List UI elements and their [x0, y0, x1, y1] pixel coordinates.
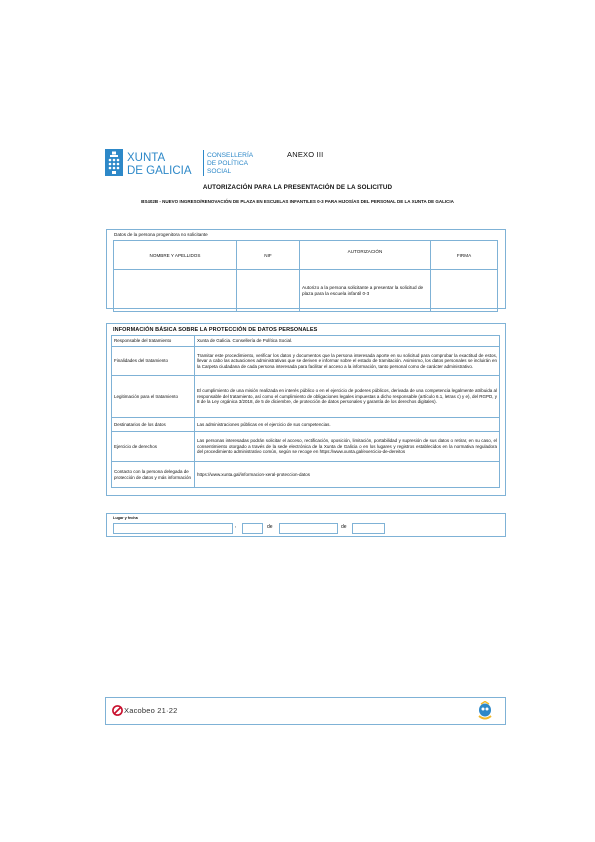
dp-value: Las personas interesadas podrán solicitar el acceso, rectificación, oposición, limitación, portabilidad y supresión de sus datos o retirar, en su caso, el consentimiento otorgado a través de la sede electrónica de la Xunta de Galicia o en los lugares y registros establecidos en la normativa reguladora del procedimiento administrativo común, según se recoge en https://www.xunta.gal/exercicio-de-dereitos	[195, 432, 500, 462]
annex-label: ANEXO III	[287, 150, 324, 159]
logo-brand-line1: XUNTA	[127, 152, 166, 164]
xacobeo-mascot-icon	[475, 701, 495, 721]
xunta-logo	[105, 148, 275, 180]
footer	[105, 697, 506, 725]
dp-label: Destinatarios de los datos	[112, 418, 195, 432]
dp-row-recipients	[112, 418, 500, 432]
logo-dept-line2: DE POLÍTICA	[207, 160, 249, 167]
dp-value: El cumplimiento de una misión realizada en interés público o en el ejercicio de poderes públicos, derivada de una competencia legalmente atribuida al responsable del tratamiento, así como el cumplimiento de obligaciones legales impuestas a dicho responsable (artículo 6.1, letras c) y e), del RGPD, y 8 de la Ley orgánica 3/2018, de 5 de diciembre, de protección de datos personales y garantía de los derechos digitales).	[195, 376, 500, 418]
date-separator-de: de	[341, 524, 347, 530]
dp-row-controller	[112, 336, 500, 347]
dp-value: Xunta de Galicia. Consellería de Política Social.	[195, 336, 500, 347]
date-separator-de: de	[267, 524, 273, 530]
dp-label: Finalidades del tratamiento	[112, 347, 195, 376]
logo-dept-line1: CONSELLERÍA	[207, 152, 254, 159]
data-protection-title: INFORMACIÓN BÁSICA SOBRE LA PROTECCIÓN DE DATOS PERSONALES	[113, 327, 318, 333]
dp-value: Tramitar este procedimiento, verificar los datos y documentos que la persona interesada aporte en su solicitud para comprobar la exactitud de estos, llevar a cabo las actuaciones administrativas que se deriven e informar sobre el estado de tramitación. Asimismo, los datos personales se incluirán en la Carpeta ciudadana de cada persona interesada para facilitar el acceso a la información, tanto personal como de carácter administrativo.	[195, 347, 500, 376]
logo-brand-line2: DE GALICIA	[127, 165, 192, 177]
guardian-signature-field[interactable]	[431, 270, 498, 312]
dp-label: Legitimación para el tratamiento	[112, 376, 195, 418]
day-input[interactable]	[242, 523, 263, 534]
column-header-nif: NIF	[237, 241, 300, 270]
dp-row-purposes	[112, 347, 500, 376]
xunta-emblem-icon	[105, 148, 275, 180]
dp-label: Responsable del tratamiento	[112, 336, 195, 347]
dp-label: Ejercicio de derechos	[112, 432, 195, 462]
column-header-authorization: AUTORIZACIÓN	[300, 241, 431, 270]
dp-row-rights	[112, 432, 500, 462]
guardian-section	[106, 229, 506, 309]
data-protection-table	[111, 335, 500, 488]
place-input[interactable]	[113, 523, 233, 534]
guardian-section-caption: Datos de la persona progenitora no solicitante	[114, 232, 208, 237]
guardian-name-field[interactable]	[114, 270, 237, 312]
document-title: AUTORIZACIÓN PARA LA PRESENTACIÓN DE LA SOLICITUD	[202, 184, 393, 191]
place-date-section	[106, 513, 506, 537]
dp-contact-link[interactable]: https://www.xunta.gal/informacion-xeral-proteccion-datos	[195, 462, 500, 488]
column-header-signature: FIRMA	[431, 241, 498, 270]
month-input[interactable]	[279, 523, 338, 534]
guardian-table-header	[114, 241, 498, 270]
dp-label: Contacto con la persona delegada de protección de datos y más información	[112, 462, 195, 488]
guardian-table	[113, 240, 498, 312]
data-protection-section	[106, 323, 506, 496]
document-subtitle: BS402B - NUEVO INGRESO/RENOVACIÓN DE PLAZA EN ESCUELAS INFANTILES 0-3 PARA HIJOS/AS DEL PERSONAL DE LA XUNTA DE GALICIA	[141, 199, 454, 204]
guardian-table-row	[114, 270, 498, 312]
xacobeo-brand: Xacobeo 21·22	[124, 706, 178, 715]
dp-row-legitimation	[112, 376, 500, 418]
dp-value: Las administraciones públicas en el ejercicio de sus competencias.	[195, 418, 500, 432]
guardian-nif-field[interactable]	[237, 270, 300, 312]
authorization-text: Autorizo a la persona solicitante a presentar la solicitud de plaza para la escuela infantil 0-3	[300, 270, 431, 312]
column-header-name: NOMBRE Y APELLIDOS	[114, 241, 237, 270]
place-date-comma: ,	[235, 523, 237, 529]
year-input[interactable]	[352, 523, 385, 534]
logo-dept-line3: SOCIAL	[207, 168, 232, 175]
xacobeo-swirl-icon	[112, 705, 123, 716]
place-date-caption: Lugar y fecha	[113, 516, 138, 520]
dp-row-contact	[112, 462, 500, 488]
